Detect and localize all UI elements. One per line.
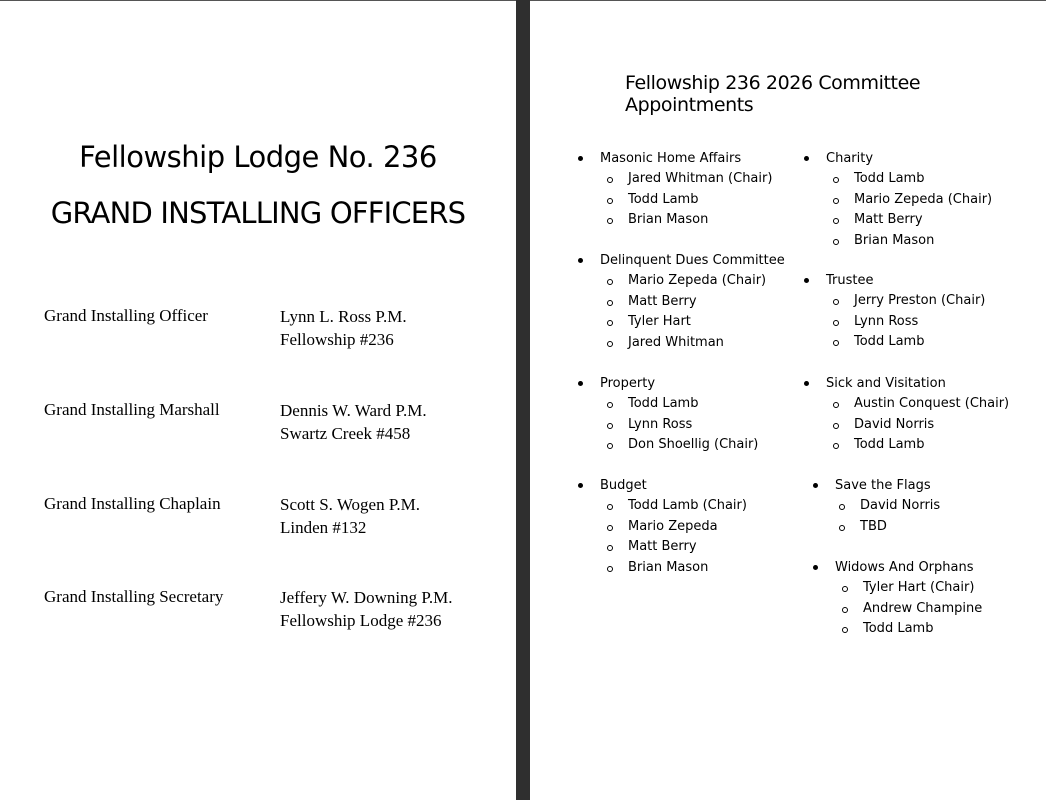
committee-member: Todd Lamb (Chair)	[578, 496, 747, 516]
committee-member: David Norris	[813, 496, 940, 516]
officers-heading: GRAND INSTALLING OFFICERS	[50, 196, 466, 230]
committee-member: Todd Lamb	[813, 619, 982, 639]
right-page	[530, 0, 1046, 800]
bullet-icon	[578, 156, 583, 161]
committee-member: Matt Berry	[804, 210, 992, 230]
bullet-icon	[804, 381, 809, 386]
committee-member: Mario Zepeda	[578, 517, 747, 537]
circle-bullet-icon	[607, 279, 613, 285]
officer-entry	[280, 586, 453, 632]
committee-member: Mario Zepeda (Chair)	[578, 271, 785, 291]
circle-bullet-icon	[607, 443, 613, 449]
committee-member: David Norris	[804, 415, 1009, 435]
committee-page-title: Fellowship 236 2026 Committee Appointments	[625, 72, 921, 116]
committee-member: Tyler Hart	[578, 312, 785, 332]
committee-heading: Sick and Visitation	[804, 374, 1009, 394]
committee-member: Matt Berry	[578, 537, 747, 557]
circle-bullet-icon	[839, 504, 845, 510]
committee-widows-and-orphans	[813, 558, 982, 640]
committee-member: Todd Lamb	[804, 332, 985, 352]
committee-delinquent-dues	[578, 251, 785, 353]
bullet-icon	[578, 483, 583, 488]
circle-bullet-icon	[833, 320, 839, 326]
committee-member: Jerry Preston (Chair)	[804, 291, 985, 311]
circle-bullet-icon	[607, 566, 613, 572]
officer-role: Grand Installing Secretary	[44, 587, 224, 606]
committee-member: Todd Lamb	[804, 169, 992, 189]
officer-name: Jeffery W. Downing P.M.	[280, 588, 453, 607]
bullet-icon	[578, 381, 583, 386]
committee-save-the-flags	[813, 476, 940, 537]
circle-bullet-icon	[607, 504, 613, 510]
circle-bullet-icon	[607, 218, 613, 224]
circle-bullet-icon	[833, 402, 839, 408]
committee-trustee	[804, 271, 985, 353]
officer-name: Scott S. Wogen P.M.	[280, 495, 421, 514]
officer-lodge: Linden #132	[280, 518, 367, 537]
lodge-title: Fellowship Lodge No. 236	[79, 140, 437, 174]
committee-heading: Save the Flags	[813, 476, 940, 496]
committee-budget	[578, 476, 747, 578]
bullet-icon	[804, 278, 809, 283]
circle-bullet-icon	[607, 198, 613, 204]
committee-heading: Trustee	[804, 271, 985, 291]
circle-bullet-icon	[607, 545, 613, 551]
committee-charity	[804, 149, 992, 251]
page-top-border	[530, 0, 1046, 1]
officer-lodge: Fellowship Lodge #236	[280, 611, 442, 630]
committee-heading: Charity	[804, 149, 992, 169]
officer-lodge: Fellowship #236	[280, 330, 394, 349]
circle-bullet-icon	[607, 300, 613, 306]
committee-member: Jared Whitman (Chair)	[578, 169, 772, 189]
left-page	[0, 0, 516, 800]
circle-bullet-icon	[833, 443, 839, 449]
committee-member: Todd Lamb	[578, 394, 758, 414]
circle-bullet-icon	[607, 423, 613, 429]
committee-member: Brian Mason	[804, 231, 992, 251]
committee-member: Todd Lamb	[804, 435, 1009, 455]
committee-member: Tyler Hart (Chair)	[813, 578, 982, 598]
circle-bullet-icon	[842, 627, 848, 633]
circle-bullet-icon	[833, 218, 839, 224]
committee-heading: Budget	[578, 476, 747, 496]
circle-bullet-icon	[833, 239, 839, 245]
circle-bullet-icon	[607, 402, 613, 408]
bullet-icon	[804, 156, 809, 161]
committee-member: Matt Berry	[578, 292, 785, 312]
committee-member: Brian Mason	[578, 210, 772, 230]
committee-heading: Widows And Orphans	[813, 558, 982, 578]
committee-member: Mario Zepeda (Chair)	[804, 190, 992, 210]
officer-role: Grand Installing Officer	[44, 306, 208, 325]
circle-bullet-icon	[833, 299, 839, 305]
bullet-icon	[813, 565, 818, 570]
officer-entry	[280, 305, 407, 351]
circle-bullet-icon	[833, 423, 839, 429]
circle-bullet-icon	[833, 198, 839, 204]
committee-member: Austin Conquest (Chair)	[804, 394, 1009, 414]
committee-heading: Masonic Home Affairs	[578, 149, 772, 169]
committee-member: Lynn Ross	[804, 312, 985, 332]
committee-member: Lynn Ross	[578, 415, 758, 435]
committee-heading: Property	[578, 374, 758, 394]
committee-heading: Delinquent Dues Committee	[578, 251, 785, 271]
officer-name: Lynn L. Ross P.M.	[280, 307, 407, 326]
committee-member: Jared Whitman	[578, 333, 785, 353]
committee-member: Todd Lamb	[578, 190, 772, 210]
page-gutter	[516, 0, 530, 800]
officer-entry	[280, 493, 420, 539]
circle-bullet-icon	[607, 177, 613, 183]
circle-bullet-icon	[833, 177, 839, 183]
page-top-border	[0, 0, 516, 1]
bullet-icon	[813, 483, 818, 488]
committee-member: Andrew Champine	[813, 599, 982, 619]
circle-bullet-icon	[833, 340, 839, 346]
officer-role: Grand Installing Marshall	[44, 400, 220, 419]
circle-bullet-icon	[607, 341, 613, 347]
circle-bullet-icon	[607, 320, 613, 326]
officer-role: Grand Installing Chaplain	[44, 494, 221, 513]
officer-lodge: Swartz Creek #458	[280, 424, 411, 443]
committee-sick-and-visitation	[804, 374, 1009, 456]
circle-bullet-icon	[842, 607, 848, 613]
committee-masonic-home-affairs	[578, 149, 772, 231]
officer-name: Dennis W. Ward P.M.	[280, 401, 427, 420]
committee-member: Brian Mason	[578, 558, 747, 578]
circle-bullet-icon	[839, 525, 845, 531]
committee-member: Don Shoellig (Chair)	[578, 435, 758, 455]
bullet-icon	[578, 258, 583, 263]
circle-bullet-icon	[607, 525, 613, 531]
committee-property	[578, 374, 758, 456]
circle-bullet-icon	[842, 586, 848, 592]
officer-entry	[280, 399, 427, 445]
committee-member: TBD	[813, 517, 940, 537]
